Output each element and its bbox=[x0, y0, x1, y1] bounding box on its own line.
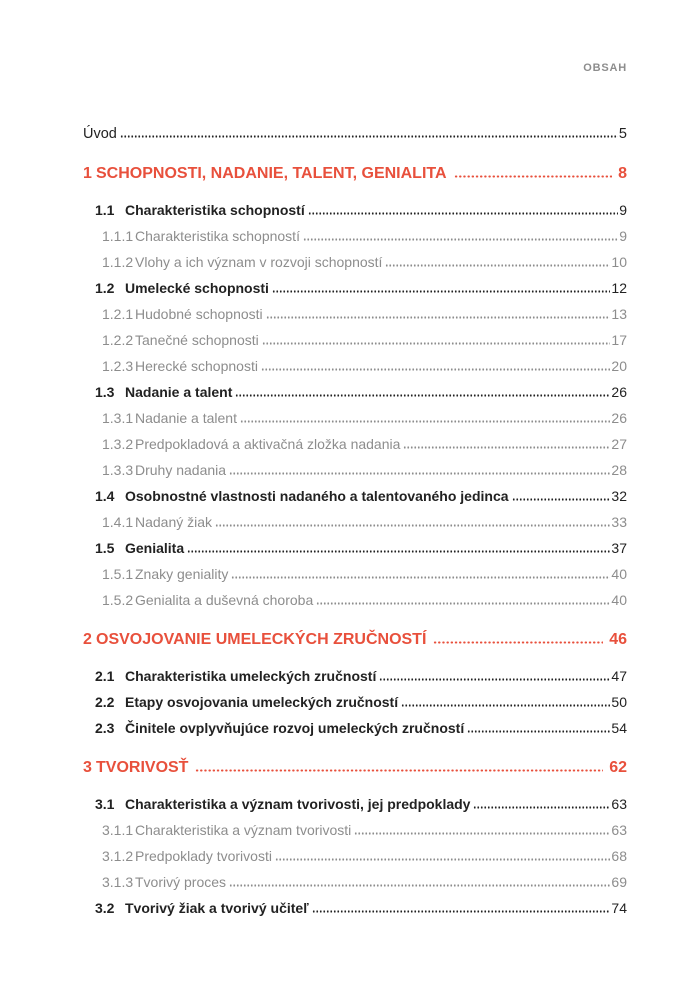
entry-page-number: 20 bbox=[611, 358, 627, 374]
leader-dots bbox=[512, 498, 611, 501]
leader-dots bbox=[467, 730, 610, 733]
leader-dots bbox=[312, 910, 611, 913]
entry-page-number: 68 bbox=[611, 848, 627, 864]
page-header-title: OBSAH bbox=[583, 62, 627, 74]
entry-title: Znaky geniality bbox=[135, 566, 229, 582]
page-header bbox=[583, 62, 627, 74]
entry-page-number: 27 bbox=[611, 436, 627, 452]
leader-dots bbox=[275, 858, 610, 861]
toc-entry-3-1[interactable] bbox=[83, 796, 627, 822]
leader-dots bbox=[316, 602, 610, 605]
entry-number: 1.3.3 bbox=[102, 462, 134, 478]
entry-number: 1.2.2 bbox=[102, 332, 134, 348]
toc-entry-2-3[interactable] bbox=[83, 720, 627, 746]
toc-entry-1-2[interactable] bbox=[83, 280, 627, 306]
toc-entry-1-3-3[interactable] bbox=[83, 462, 627, 488]
leader-dots bbox=[473, 806, 610, 809]
entry-page-number: 32 bbox=[611, 488, 627, 504]
entry-title: Charakteristika schopností bbox=[135, 228, 300, 244]
entry-page-number: 63 bbox=[611, 822, 627, 838]
entry-number: 1.4 bbox=[95, 488, 115, 504]
entry-page-number: 40 bbox=[611, 566, 627, 582]
entry-page-number: 13 bbox=[611, 306, 627, 322]
leader-dots bbox=[308, 212, 618, 215]
leader-dots bbox=[379, 678, 610, 681]
toc-entry-chapter-3[interactable] bbox=[83, 759, 627, 791]
toc-entry-chapter-2[interactable] bbox=[83, 631, 627, 663]
entry-page-number: 50 bbox=[611, 694, 627, 710]
entry-title: Genialita a duševná choroba bbox=[135, 592, 314, 608]
leader-dots bbox=[272, 290, 610, 293]
toc-entry-chapter-1[interactable] bbox=[83, 165, 627, 197]
entry-title: Nadanie a talent bbox=[135, 410, 237, 426]
entry-number: 1.1.1 bbox=[102, 228, 134, 244]
entry-title: Nadaný žiak bbox=[135, 514, 213, 530]
entry-title: Charakteristika schopností bbox=[125, 202, 305, 218]
entry-title: SCHOPNOSTI, NADANIE, TALENT, GENIALITA bbox=[96, 165, 447, 182]
entry-page-number: 9 bbox=[619, 228, 627, 244]
toc-entry-3-1-2[interactable] bbox=[83, 848, 627, 874]
entry-number: 1.3.1 bbox=[102, 410, 134, 426]
entry-page-number: 74 bbox=[611, 900, 627, 916]
entry-page-number: 26 bbox=[611, 384, 627, 400]
toc-entry-1-4-1[interactable] bbox=[83, 514, 627, 540]
entry-title: Tanečné schopnosti bbox=[135, 332, 259, 348]
entry-number: 1.5.2 bbox=[102, 592, 134, 608]
entry-page-number: 47 bbox=[611, 668, 627, 684]
leader-dots bbox=[266, 316, 611, 319]
entry-title: Činitele ovplyvňujúce rozvoj umeleckých zručností bbox=[125, 720, 465, 736]
toc-entry-1-3[interactable] bbox=[83, 384, 627, 410]
entry-number: 2.3 bbox=[95, 720, 115, 736]
toc-entry-3-1-1[interactable] bbox=[83, 822, 627, 848]
toc-entry-1-1-1[interactable] bbox=[83, 228, 627, 254]
entry-title: Úvod bbox=[83, 126, 117, 142]
toc-entry-1-2-3[interactable] bbox=[83, 358, 627, 384]
entry-number: 1.4.1 bbox=[102, 514, 134, 530]
entry-number: 1.3.2 bbox=[102, 436, 134, 452]
toc-entry-1-5-2[interactable] bbox=[83, 592, 627, 618]
entry-title: Charakteristika umeleckých zručností bbox=[125, 668, 377, 684]
entry-page-number: 69 bbox=[611, 874, 627, 890]
entry-page-number: 46 bbox=[609, 631, 627, 648]
toc-entry-2-1[interactable] bbox=[83, 668, 627, 694]
toc-entry-1-5-1[interactable] bbox=[83, 566, 627, 592]
leader-dots bbox=[195, 769, 603, 772]
leader-dots bbox=[240, 420, 610, 423]
entry-number: 3.1.2 bbox=[102, 848, 134, 864]
entry-number: 1.5 bbox=[95, 540, 115, 556]
entry-title: Charakteristika a význam tvorivosti bbox=[135, 822, 352, 838]
leader-dots bbox=[231, 576, 610, 579]
toc-entry-2-2[interactable] bbox=[83, 694, 627, 720]
entry-title: Predpokladová a aktivačná zložka nadania bbox=[135, 436, 401, 452]
leader-dots bbox=[229, 884, 610, 887]
leader-dots bbox=[303, 238, 618, 241]
entry-page-number: 63 bbox=[611, 796, 627, 812]
entry-title: Umelecké schopnosti bbox=[125, 280, 269, 296]
toc-entry-1-3-2[interactable] bbox=[83, 436, 627, 462]
entry-page-number: 54 bbox=[611, 720, 627, 736]
entry-title: Hudobné schopnosti bbox=[135, 306, 263, 322]
leader-dots bbox=[454, 175, 613, 178]
entry-page-number: 5 bbox=[618, 126, 627, 142]
leader-dots bbox=[261, 368, 610, 371]
entry-page-number: 28 bbox=[611, 462, 627, 478]
leader-dots bbox=[120, 135, 618, 138]
entry-title: Genialita bbox=[125, 540, 185, 556]
entry-page-number: 10 bbox=[611, 254, 627, 270]
leader-dots bbox=[385, 264, 610, 267]
entry-page-number: 9 bbox=[619, 202, 627, 218]
entry-title: Nadanie a talent bbox=[125, 384, 233, 400]
entry-title: Osobnostné vlastnosti nadaného a talentovaného jedinca bbox=[125, 488, 509, 504]
toc-entry-uvod[interactable] bbox=[83, 126, 627, 152]
entry-page-number: 17 bbox=[611, 332, 627, 348]
toc-entry-1-5[interactable] bbox=[83, 540, 627, 566]
entry-number: 2 bbox=[83, 631, 92, 648]
entry-number: 1.1.2 bbox=[102, 254, 134, 270]
entry-title: Etapy osvojovania umeleckých zručností bbox=[125, 694, 399, 710]
entry-number: 1.2 bbox=[95, 280, 115, 296]
entry-title: Charakteristika a význam tvorivosti, jej predpoklady bbox=[125, 796, 471, 812]
entry-page-number: 40 bbox=[611, 592, 627, 608]
entry-title: TVORIVOSŤ bbox=[96, 759, 189, 776]
toc-entry-1-4[interactable] bbox=[83, 488, 627, 514]
entry-title: Tvorivý žiak a tvorivý učiteľ bbox=[125, 900, 309, 916]
leader-dots bbox=[401, 704, 610, 707]
toc-entry-1-1-2[interactable] bbox=[83, 254, 627, 280]
entry-number: 3.1 bbox=[95, 796, 115, 812]
entry-number: 1.2.3 bbox=[102, 358, 134, 374]
entry-title: Herecké schopnosti bbox=[135, 358, 258, 374]
entry-number: 2.2 bbox=[95, 694, 115, 710]
leader-dots bbox=[433, 641, 603, 644]
entry-page-number: 33 bbox=[611, 514, 627, 530]
toc-entry-1-3-1[interactable] bbox=[83, 410, 627, 436]
toc-entry-1-2-1[interactable] bbox=[83, 306, 627, 332]
entry-page-number: 37 bbox=[611, 540, 627, 556]
leader-dots bbox=[235, 394, 610, 397]
leader-dots bbox=[354, 832, 610, 835]
leader-dots bbox=[187, 550, 610, 553]
leader-dots bbox=[262, 342, 611, 345]
entry-title: OSVOJOVANIE UMELECKÝCH ZRUČNOSTÍ bbox=[96, 631, 427, 648]
entry-number: 1 bbox=[83, 165, 92, 182]
entry-number: 1.3 bbox=[95, 384, 115, 400]
toc-entry-3-1-3[interactable] bbox=[83, 874, 627, 900]
entry-title: Vlohy a ich význam v rozvoji schopností bbox=[135, 254, 383, 270]
entry-number: 1.2.1 bbox=[102, 306, 134, 322]
entry-page-number: 12 bbox=[611, 280, 627, 296]
entry-number: 2.1 bbox=[95, 668, 115, 684]
entry-number: 3.1.3 bbox=[102, 874, 134, 890]
entry-number: 1.1 bbox=[95, 202, 115, 218]
table-of-contents bbox=[83, 126, 627, 926]
entry-page-number: 8 bbox=[618, 165, 627, 182]
leader-dots bbox=[215, 524, 610, 527]
entry-number: 3.2 bbox=[95, 900, 115, 916]
toc-entry-3-2[interactable] bbox=[83, 900, 627, 926]
entry-title: Druhy nadania bbox=[135, 462, 227, 478]
entry-title: Tvorivý proces bbox=[135, 874, 227, 890]
entry-number: 3 bbox=[83, 759, 92, 776]
entry-number: 3.1.1 bbox=[102, 822, 134, 838]
leader-dots bbox=[403, 446, 610, 449]
leader-dots bbox=[229, 472, 610, 475]
toc-entry-1-2-2[interactable] bbox=[83, 332, 627, 358]
entry-number: 1.5.1 bbox=[102, 566, 134, 582]
entry-page-number: 62 bbox=[609, 759, 627, 776]
toc-entry-1-1[interactable] bbox=[83, 202, 627, 228]
entry-page-number: 26 bbox=[611, 410, 627, 426]
entry-title: Predpoklady tvorivosti bbox=[135, 848, 272, 864]
